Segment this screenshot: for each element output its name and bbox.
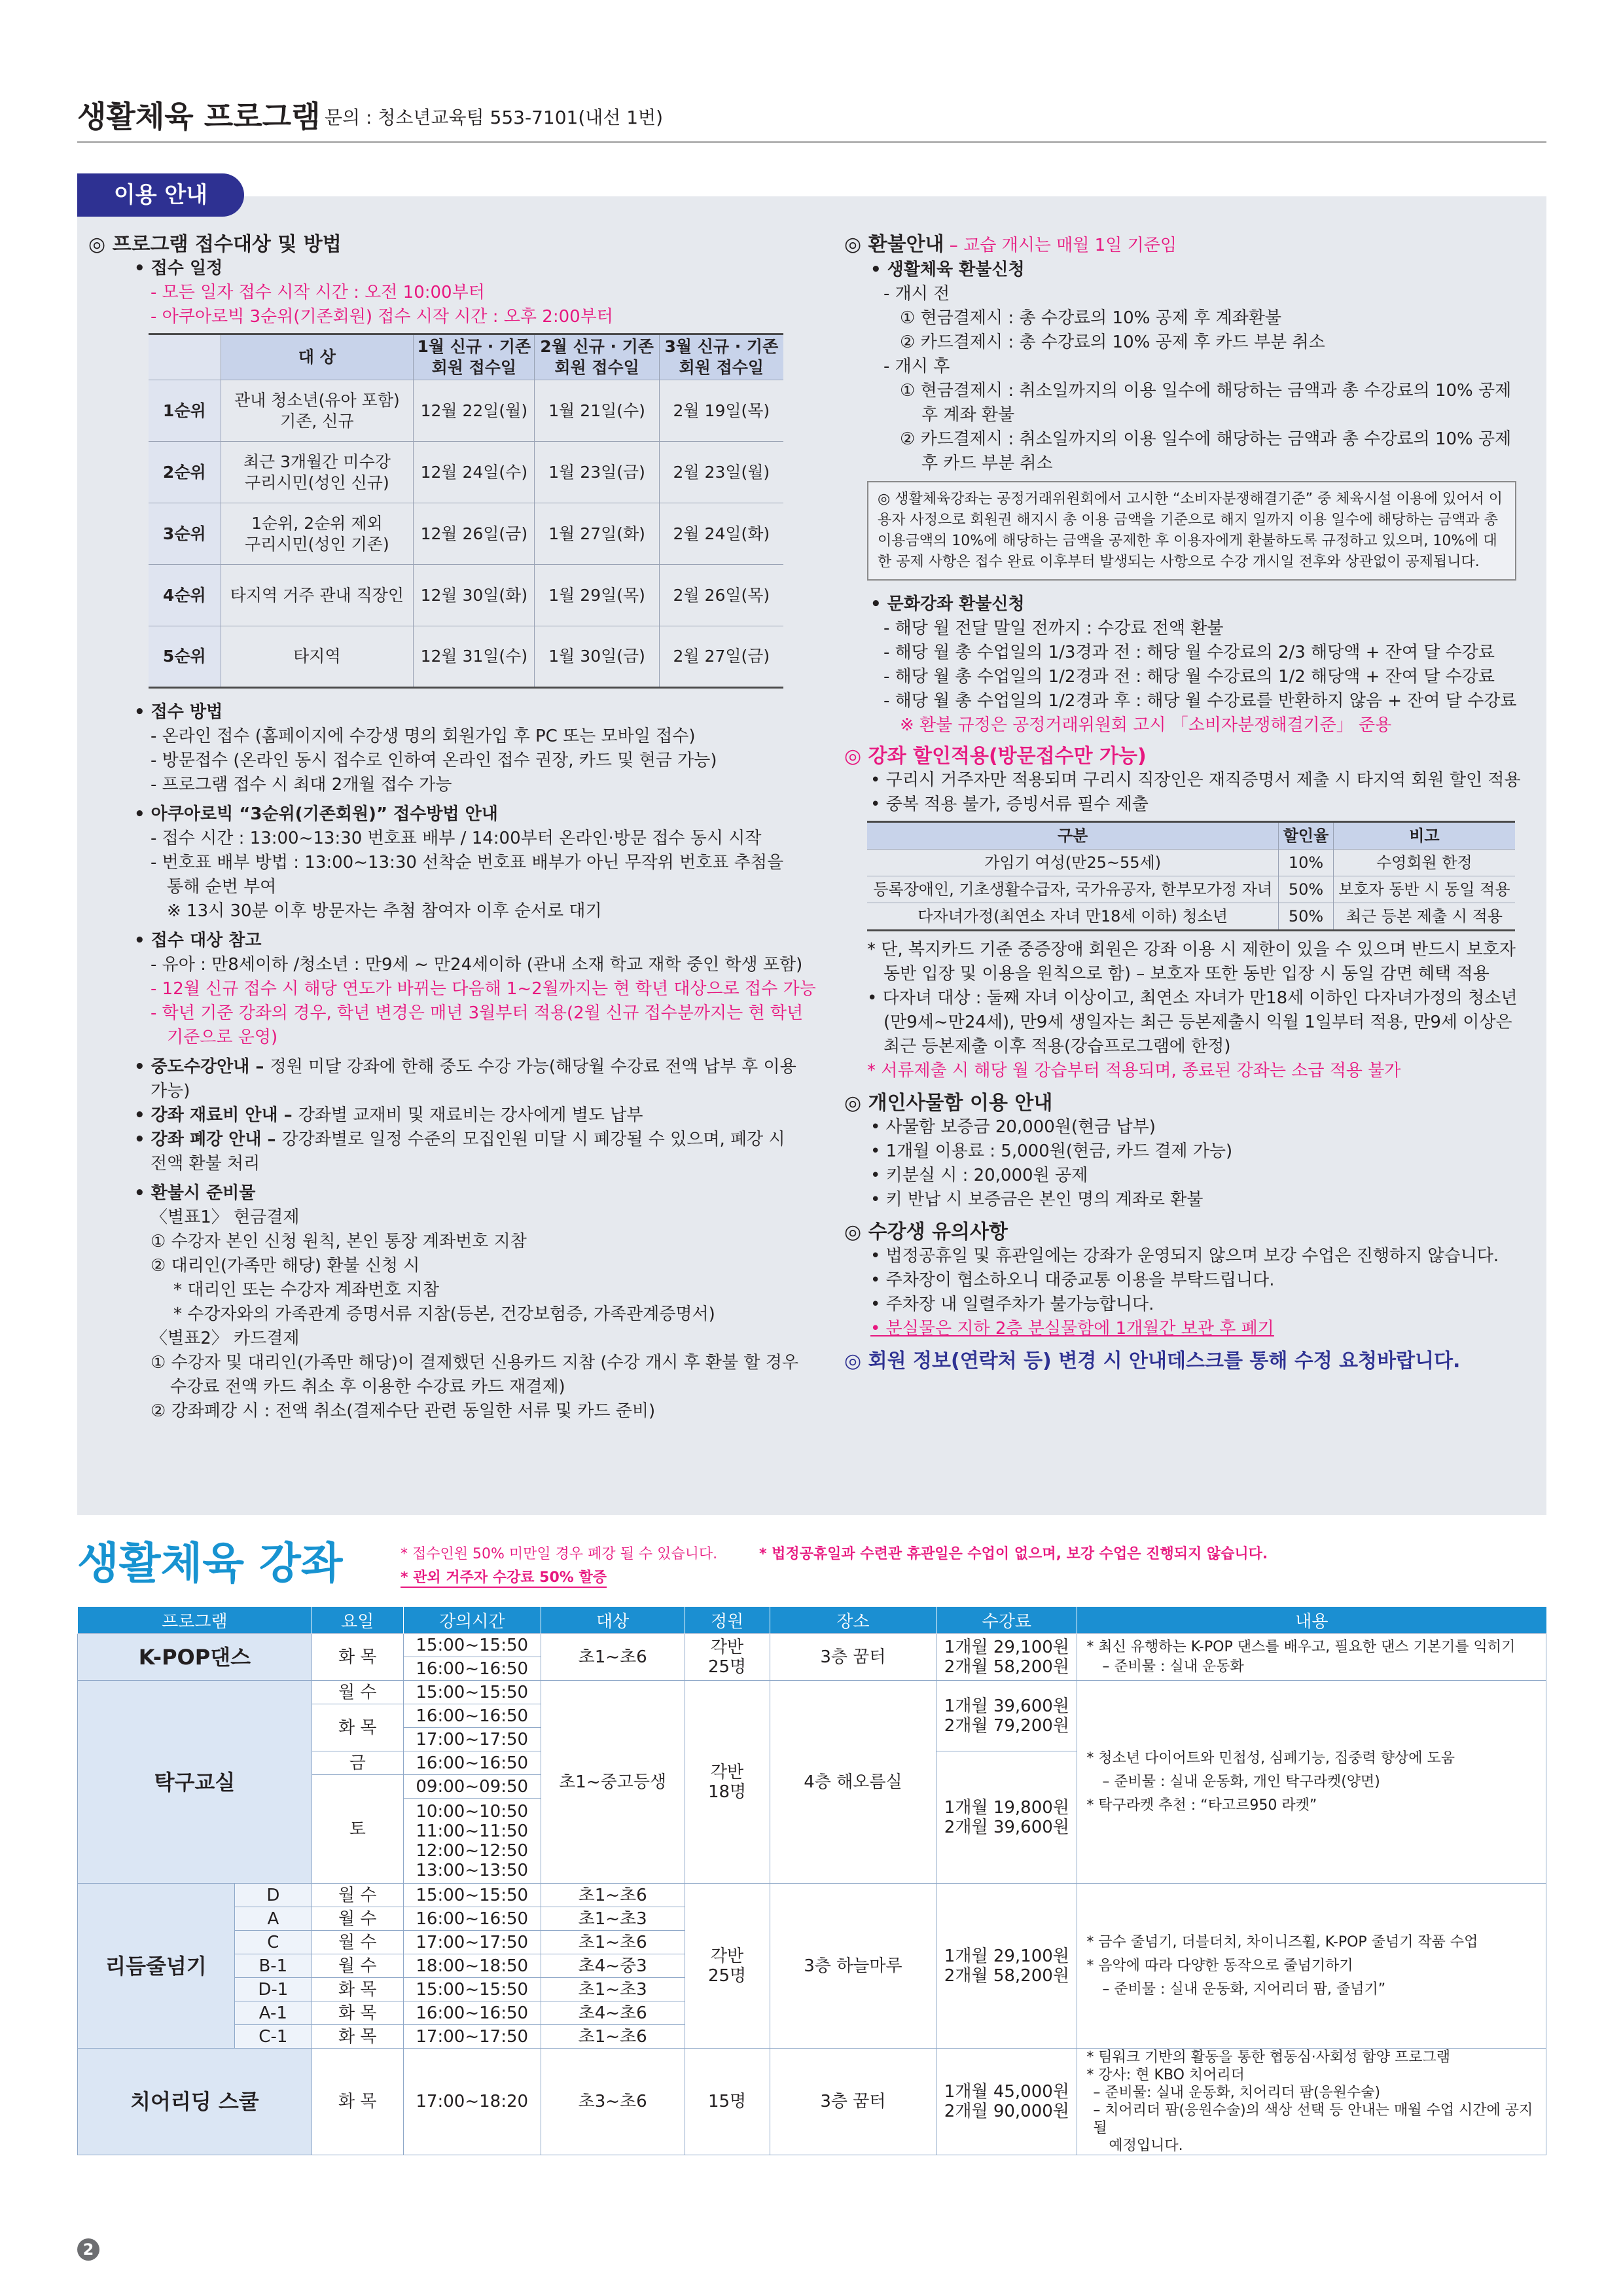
label-bold: • 강좌 재료비 안내 – — [134, 1105, 298, 1125]
text-line: * 대리인 또는 수강자 계좌번호 지참 — [173, 1280, 439, 1300]
date-cell: 1월 27일(화) — [535, 503, 659, 565]
text-line: • 키 반납 시 보증금은 본인 명의 계좌로 환불 — [870, 1190, 1204, 1210]
target-cell: 초1~초6 — [541, 2025, 685, 2049]
material-line — [88, 1103, 782, 1128]
cell: 다자녀가정(최연소 자녀 만18세 이하) 청소년 — [867, 903, 1279, 931]
left-column — [88, 232, 816, 1424]
cell: 가임기 여성(만25~55세) — [867, 850, 1279, 876]
class-cell: C — [234, 1931, 312, 1954]
capacity-line: 각반 — [710, 1946, 744, 1966]
text-line: ② 대리인(가족만 해당) 환불 신청 시 — [151, 1256, 420, 1276]
content-line: * 최신 유행하는 K-POP 댄스를 배우고, 필요한 댄스 기본기를 익히기 — [1086, 1638, 1516, 1655]
text-line: • 주차장이 협소하오니 대중교통 이용을 부탁드립니다. — [870, 1270, 1275, 1290]
time-cell — [403, 1799, 541, 1884]
text-line: • 1개월 이용료 : 5,000원(현금, 카드 결제 가능) — [870, 1141, 1233, 1161]
text-line: - 접수 시간 : 13:00~13:30 번호표 배부 / 14:00부터 온라인·방문 접수 동시 시작 — [151, 829, 762, 848]
capacity-cell — [685, 1634, 770, 1681]
content-line: – 준비물 : 실내 운동화, 지어리더 팜, 줄넘기” — [1102, 1981, 1386, 1998]
program-name: 치어리딩 스쿨 — [78, 2049, 312, 2155]
day-cell: 금 — [312, 1751, 403, 1775]
fee-cell — [936, 1751, 1077, 1884]
time-cell: 17:00~17:50 — [403, 2025, 541, 2049]
date-cell: 12월 24일(수) — [414, 442, 535, 503]
course-note: * 접수인원 50% 미만일 경우 폐강 될 수 있습니다. — [401, 1546, 718, 1562]
table-header: 1월 신규 · 기존 회원 접수일 — [414, 334, 535, 380]
legal-note-box: ◎ 생활체육강좌는 공정거래위원회에서 고시한 “소비자분쟁해결기준” 중 체육시설 이용에 있어서 이용자 사정으로 회원권 해지시 총 이용 금액을 기준으로 해지 일까지 이용 일수에 해당하는 금액과 총 이용금액의 10%에 해당하는 금액을 공제한 후 이용자에게 환불하도록 규정하고 있으며, 10%에 대한 공제 사항은 접수 완료 이후부터 발생되는 사항으로 수강 개시일 전후와 상관없이 공제됩니다. — [867, 481, 1516, 581]
text-line: • 분실물은 지하 2층 분실물함에 1개월간 보관 후 폐기 — [870, 1319, 1274, 1338]
text-line: ※ 13시 30분 이후 방문자는 추첨 참여자 이후 순서로 대기 — [167, 901, 602, 921]
text-line: ① 수강자 본인 신청 원칙, 본인 통장 계좌번호 지참 — [151, 1232, 527, 1251]
text-line: 통해 순번 부여 — [167, 877, 277, 897]
table-row — [149, 442, 783, 503]
program-name: K-POP댄스 — [78, 1634, 312, 1681]
table-header: 정원 — [685, 1607, 770, 1634]
cell: 50% — [1279, 876, 1333, 903]
text-line: 〈별표2〉 카드결제 — [151, 1329, 300, 1348]
target-cell: 타지역 — [221, 626, 414, 688]
closure-line — [88, 1128, 785, 1152]
day-cell: 화 목 — [312, 2025, 403, 2049]
time-cell: 16:00~16:50 — [403, 1751, 541, 1775]
text-line: - 해당 월 총 수업일의 1/2경과 전 : 해당 월 수강료의 1/2 해당액 + 잔여 달 수강료 — [883, 667, 1495, 687]
text-line: 최근 등본제출 이후 적용(강습프로그램에 한정) — [883, 1037, 1231, 1056]
date-cell: 1월 21일(수) — [535, 380, 659, 442]
target-cell: 초3~초6 — [541, 2049, 685, 2155]
table-row — [78, 1681, 1546, 1704]
table-row — [867, 876, 1515, 903]
text-line: 전액 환불 처리 — [151, 1154, 260, 1174]
fee-cell — [936, 2049, 1077, 2155]
time-cell: 09:00~09:50 — [403, 1775, 541, 1799]
text-line: - 개시 후 — [883, 357, 950, 376]
table-row — [867, 850, 1515, 876]
day-cell: 화 목 — [312, 2049, 403, 2155]
cell: 수영회원 한정 — [1333, 850, 1515, 876]
text-line: - 방문접수 (온라인 동시 접수로 인하여 온라인 접수 권장, 카드 및 현금 가능) — [151, 751, 717, 770]
day-cell: 화 목 — [312, 1978, 403, 2001]
text-span: 강강좌별로 일정 수준의 모집인원 미달 시 폐강될 수 있으며, 폐강 시 — [281, 1130, 785, 1149]
text-line: - 모든 일자 접수 시작 시간 : 오전 10:00부터 — [151, 283, 485, 302]
text-line: • 구리시 거주자만 적용되며 구리시 직장인은 재직증명서 제출 시 타지역 회원 할인 적용 — [870, 770, 1521, 790]
fee-line: 2개월 58,200원 — [944, 1965, 1069, 1986]
fee-line: 2개월 79,200원 — [944, 1715, 1069, 1736]
date-cell: 12월 30일(화) — [414, 565, 535, 626]
subheading: • 접수 일정 — [134, 259, 223, 278]
text-line: ① 수강자 및 대리인(가족만 해당)이 결제했던 신용카드 지참 (수강 개시 후 환불 할 경우 — [151, 1353, 799, 1372]
time-cell: 16:00~16:50 — [403, 1657, 541, 1681]
courses-title: 생활체육 강좌 — [77, 1538, 343, 1588]
text-line: ② 카드결제시 : 취소일까지의 이용 일수에 해당하는 금액과 총 수강료의 10% 공제 — [900, 429, 1512, 449]
text-line: - 12월 신규 접수 시 해당 연도가 바뀌는 다음해 1~2월까지는 현 학년 대상으로 접수 가능 — [151, 979, 816, 999]
time-cell: 17:00~17:50 — [403, 1728, 541, 1751]
table-header: 대 상 — [221, 334, 414, 380]
text-line: - 번호표 배부 방법 : 13:00~13:30 선착순 번호표 배부가 아닌 무작위 번호표 추첨을 — [151, 853, 784, 872]
table-header: 대상 — [541, 1607, 685, 1634]
target-cell: 초1~초6 — [541, 1931, 685, 1954]
text-line: • 사물함 보증금 20,000원(현금 납부) — [870, 1117, 1156, 1137]
text-line: (만9세~만24세), 만9세 생일자는 최근 등본제출시 익월 1일부터 적용, 만9세 이상은 — [883, 1013, 1512, 1032]
day-cell: 토 — [312, 1775, 403, 1884]
time-cell: 15:00~15:50 — [403, 1884, 541, 1907]
text-line: • 다자녀 대상 : 둘째 자녀 이상이고, 최연소 자녀가 만18세 이하인 다자녀가정의 청소년 — [867, 988, 1518, 1008]
content-line: – 준비물 : 실내 운동화 — [1102, 1658, 1244, 1675]
date-cell: 2월 26일(목) — [659, 565, 783, 626]
text-line: • 키분실 시 : 20,000원 공제 — [870, 1166, 1088, 1185]
text-line: • 중복 적용 불가, 증빙서류 필수 제출 — [870, 795, 1149, 814]
subheading: • 문화강좌 환불신청 — [870, 594, 1025, 614]
table-header: 수강료 — [936, 1607, 1077, 1634]
content-cell — [1077, 2049, 1546, 2155]
contact-info: 문의 : 청소년교육팀 553-7101(내선 1번) — [325, 107, 664, 128]
text-line: 후 계좌 환불 — [921, 405, 1015, 425]
fee-cell — [936, 1634, 1077, 1681]
program-name: 리듬줄넘기 — [78, 1884, 235, 2049]
table-row — [149, 380, 783, 442]
text-line: - 해당 월 총 수업일의 1/2경과 후 : 해당 월 수강료를 반환하지 않음 + 잔여 달 수강료 — [883, 691, 1517, 711]
label-bold: • 강좌 폐강 안내 – — [134, 1130, 282, 1149]
fee-line: 2개월 90,000원 — [944, 2102, 1069, 2121]
target-cell: 초1~초3 — [541, 1907, 685, 1931]
target-cell: 최근 3개월간 미수강 구리시민(성인 신규) — [221, 442, 414, 503]
refund-title-line — [844, 232, 1538, 258]
text-line: 동반 입장 및 이용을 원칙으로 함) – 보호자 또한 동반 입장 시 동일 감면 혜택 적용 — [883, 964, 1489, 984]
right-column — [844, 232, 1538, 1373]
course-note: * 관외 거주자 수강료 50% 할증 — [401, 1566, 607, 1588]
info-tab: 이용 안내 — [77, 173, 244, 217]
text-line: - 프로그램 접수 시 최대 2개월 접수 가능 — [151, 775, 452, 795]
table-row — [149, 565, 783, 626]
time-cell: 17:00~17:50 — [403, 1931, 541, 1954]
content-cell — [1077, 1681, 1546, 1884]
text-line: ① 현금결제시 : 총 수강료의 10% 공제 후 계좌환불 — [900, 308, 1281, 328]
time-line: 10:00~10:50 — [416, 1801, 529, 1821]
date-cell: 1월 23일(금) — [535, 442, 659, 503]
target-cell: 초1~중고등생 — [541, 1681, 685, 1884]
page-title: 생활체육 프로그램 — [77, 99, 321, 134]
capacity-line: 25명 — [707, 1657, 747, 1677]
date-cell: 12월 31일(수) — [414, 626, 535, 688]
day-cell: 화 목 — [312, 1704, 403, 1751]
cell: 50% — [1279, 903, 1333, 931]
capacity-line: 18명 — [707, 1782, 747, 1802]
date-cell: 2월 27일(금) — [659, 626, 783, 688]
target-cell: 초1~초6 — [541, 1884, 685, 1907]
place-cell: 3층 꿈터 — [770, 1634, 936, 1681]
capacity-cell — [685, 1681, 770, 1884]
course-table — [77, 1607, 1546, 2155]
refund-subtitle: – 교습 개시는 매월 1일 기준임 — [944, 236, 1177, 255]
fee-line: 1개월 39,600원 — [944, 1696, 1069, 1716]
section-title-discount: ◎ 강좌 할인적용(방문접수만 가능) — [844, 745, 1147, 768]
place-cell: 3층 하늘마루 — [770, 1884, 936, 2049]
text-line: - 해당 월 전달 말일 전까지 : 수강료 전액 환불 — [883, 619, 1224, 638]
target-cell: 초1~초3 — [541, 1978, 685, 2001]
class-cell: B-1 — [234, 1954, 312, 1978]
text-line: * 단, 복지카드 기준 중증장애 회원은 강좌 이용 시 제한이 있을 수 있으며 반드시 보호자 — [867, 940, 1516, 960]
section-title-locker: ◎ 개인사물함 이용 안내 — [844, 1092, 1053, 1115]
content-cell — [1077, 1884, 1546, 2049]
discount-table — [867, 821, 1515, 931]
target-cell: 초4~초6 — [541, 2001, 685, 2025]
rank-cell: 1순위 — [149, 380, 221, 442]
content-line: * 음악에 따라 다양한 동작으로 줄넘기하기 — [1086, 1957, 1353, 1974]
fee-line: 1개월 29,100원 — [944, 1637, 1069, 1657]
date-cell: 12월 22일(월) — [414, 380, 535, 442]
place-cell: 4층 해오름실 — [770, 1681, 936, 1884]
table-row — [78, 1884, 1546, 1907]
rank-cell: 2순위 — [149, 442, 221, 503]
text-line: - 개시 전 — [883, 284, 950, 304]
time-cell: 16:00~16:50 — [403, 2001, 541, 2025]
target-cell: 타지역 거주 관내 직장인 — [221, 565, 414, 626]
text-line: • 주차장 내 일렬주차가 불가능합니다. — [870, 1295, 1154, 1314]
text-line: ② 강좌폐강 시 : 전액 취소(결제수단 관련 동일한 서류 및 카드 준비) — [151, 1401, 656, 1421]
table-header: 3월 신규 · 기존 회원 접수일 — [659, 334, 783, 380]
cell: 보호자 동반 시 동일 적용 — [1333, 876, 1515, 903]
text-line: - 아쿠아로빅 3순위(기존회원) 접수 시작 시간 : 오후 2:00부터 — [151, 307, 613, 327]
day-cell: 월 수 — [312, 1884, 403, 1907]
class-cell: D-1 — [234, 1978, 312, 2001]
text-line: - 유아 : 만8세이하 /청소년 : 만9세 ~ 만24세이하 (관내 소재 학교 재학 중인 학생 포함) — [151, 955, 803, 975]
page-number: 2 — [77, 2238, 99, 2261]
time-cell: 17:00~18:20 — [403, 2049, 541, 2155]
time-cell: 16:00~16:50 — [403, 1704, 541, 1728]
target-cell: 관내 청소년(유아 포함) 기존, 신규 — [221, 380, 414, 442]
text-line: - 학년 기준 강좌의 경우, 학년 변경은 매년 3월부터 적용(2월 신규 접수분까지는 현 학년 — [151, 1003, 804, 1023]
content-line: – 치어리더 팜(응원수술)의 색상 선택 등 안내는 매월 수업 시간에 공지될 — [1093, 2102, 1533, 2136]
text-line: ※ 환불 규정은 공정거래위원회 고시 「소비자분쟁해결기준」 준용 — [900, 715, 1392, 735]
target-cell: 초4~중3 — [541, 1954, 685, 1978]
content-line: * 청소년 다이어트와 민첩성, 심폐기능, 집중력 향상에 도움 — [1086, 1749, 1455, 1767]
table-header: 장소 — [770, 1607, 936, 1634]
page-header — [77, 90, 1546, 143]
date-cell: 12월 26일(금) — [414, 503, 535, 565]
table-header: 프로그램 — [78, 1607, 312, 1634]
table-header: 2월 신규 · 기존 회원 접수일 — [535, 334, 659, 380]
target-cell: 초1~초6 — [541, 1634, 685, 1681]
date-cell: 2월 23일(월) — [659, 442, 783, 503]
class-cell: A-1 — [234, 2001, 312, 2025]
midterm-line — [88, 1055, 796, 1079]
content-cell — [1077, 1634, 1546, 1681]
day-cell: 월 수 — [312, 1681, 403, 1704]
day-cell: 월 수 — [312, 1931, 403, 1954]
time-cell: 16:00~16:50 — [403, 1907, 541, 1931]
time-line: 15:00~15:50 — [416, 1682, 529, 1702]
table-row — [149, 626, 783, 688]
text-line: 수강료 전액 카드 취소 후 이용한 수강료 카드 재결제) — [170, 1377, 565, 1397]
time-cell: 18:00~18:50 — [403, 1954, 541, 1978]
text-line: - 온라인 접수 (홈페이지에 수강생 명의 회원가입 후 PC 또는 모바일 접수) — [151, 726, 696, 746]
table-header: 내용 — [1077, 1607, 1546, 1634]
section-title-cautions: ◎ 수강생 유의사항 — [844, 1221, 1008, 1244]
class-cell: C-1 — [234, 2025, 312, 2049]
subheading: • 환불시 준비물 — [134, 1183, 256, 1203]
text-line: 후 카드 부분 취소 — [921, 454, 1053, 473]
text-line: ① 현금결제시 : 취소일까지의 이용 일수에 해당하는 금액과 총 수강료의 10% 공제 — [900, 381, 1512, 401]
section-title-registration: ◎ 프로그램 접수대상 및 방법 — [88, 233, 342, 256]
content-line: * 탁구라켓 추천 : “타고르950 라켓” — [1086, 1797, 1317, 1814]
time-line: 13:00~13:50 — [416, 1860, 529, 1880]
table-row — [78, 2049, 1546, 2155]
content-line: * 금수 줄넘기, 더블더치, 차이니즈휠, K-POP 줄넘기 작품 수업 — [1086, 1933, 1478, 1950]
day-cell: 화 목 — [312, 2001, 403, 2025]
content-line: * 강사: 현 KBO 치어리더 — [1086, 2067, 1245, 2083]
table-header: 비고 — [1333, 822, 1515, 850]
cell: 10% — [1279, 850, 1333, 876]
schedule-table — [149, 333, 783, 689]
table-header: 강의시간 — [403, 1607, 541, 1634]
date-cell: 1월 29일(목) — [535, 565, 659, 626]
fee-line: 1개월 45,000원 — [944, 2082, 1069, 2102]
day-cell: 화 목 — [312, 1634, 403, 1681]
cell: 최근 등본 제출 시 적용 — [1333, 903, 1515, 931]
fee-line: 2개월 58,200원 — [944, 1657, 1069, 1677]
class-cell: A — [234, 1907, 312, 1931]
program-name: 탁구교실 — [78, 1681, 312, 1884]
fee-line: 2개월 39,600원 — [944, 1817, 1069, 1837]
fee-cell — [936, 1681, 1077, 1751]
text-line: 가능) — [151, 1081, 190, 1101]
fee-line: 1개월 19,800원 — [944, 1797, 1069, 1818]
course-note: * 법정공휴일과 수련관 휴관일은 수업이 없으며, 보강 수업은 진행되지 않습니다. — [759, 1546, 1268, 1562]
content-line: – 준비물 : 실내 운동화, 개인 탁구라켓(양면) — [1102, 1773, 1380, 1790]
class-cell: D — [234, 1884, 312, 1907]
text-line: * 서류제출 시 해당 월 강습부터 적용되며, 종료된 강좌는 소급 적용 불가 — [867, 1061, 1401, 1081]
time-line: 12:00~12:50 — [416, 1840, 529, 1861]
text-line: ② 카드결제시 : 총 수강료의 10% 공제 후 카드 부분 취소 — [900, 332, 1325, 352]
time-cell: 15:00~15:50 — [403, 1634, 541, 1657]
capacity-cell: 15명 — [685, 2049, 770, 2155]
target-cell: 1순위, 2순위 제외 구리시민(성인 기존) — [221, 503, 414, 565]
capacity-line: 각반 — [710, 1762, 744, 1782]
subheading: • 생활체육 환불신청 — [870, 260, 1025, 279]
day-cell: 월 수 — [312, 1907, 403, 1931]
day-cell: 월 수 — [312, 1954, 403, 1978]
label-bold: • 중도수강안내 – — [134, 1057, 270, 1077]
rank-cell: 5순위 — [149, 626, 221, 688]
capacity-line: 25명 — [707, 1965, 747, 1986]
subheading: • 접수 대상 참고 — [134, 931, 262, 950]
fee-line: 1개월 29,100원 — [944, 1946, 1069, 1966]
table-header: 요일 — [312, 1607, 403, 1634]
table-header — [149, 334, 221, 380]
place-cell: 3층 꿈터 — [770, 2049, 936, 2155]
table-header: 할인율 — [1279, 822, 1333, 850]
text-line: 기준으로 운영) — [167, 1028, 278, 1047]
content-line: 예정입니다. — [1109, 2138, 1183, 2154]
time-line: 11:00~11:50 — [416, 1821, 529, 1841]
rank-cell: 3순위 — [149, 503, 221, 565]
text-span: 정원 미달 강좌에 한해 중도 수강 가능(해당월 수강료 전액 납부 후 이용 — [270, 1057, 796, 1077]
text-span: 강좌별 교재비 및 재료비는 강사에게 별도 납부 — [298, 1105, 643, 1125]
subheading: • 아쿠아로빅 “3순위(기존회원)” 접수방법 안내 — [134, 804, 498, 824]
section-title-refund: ◎ 환불안내 — [844, 233, 944, 256]
content-line: – 준비물: 실내 운동화, 치어리더 팜(응원수술) — [1093, 2085, 1381, 2101]
content-line: * 팀워크 기반의 활동을 통한 협동심·사회성 함양 프로그램 — [1086, 2049, 1451, 2066]
time-cell: 15:00~15:50 — [403, 1978, 541, 2001]
subheading: • 접수 방법 — [134, 702, 223, 722]
fee-cell — [936, 1884, 1077, 2049]
table-row — [78, 1634, 1546, 1657]
contact-update-notice: ◎ 회원 정보(연락처 등) 변경 시 안내데스크를 통해 수정 요청바랍니다. — [844, 1350, 1461, 1372]
rank-cell: 4순위 — [149, 565, 221, 626]
text-line: • 법정공휴일 및 휴관일에는 강좌가 운영되지 않으며 보강 수업은 진행하지 않습니다. — [870, 1246, 1499, 1266]
text-line: - 해당 월 총 수업일의 1/3경과 전 : 해당 월 수강료의 2/3 해당액 + 잔여 달 수강료 — [883, 643, 1495, 662]
date-cell: 2월 24일(화) — [659, 503, 783, 565]
capacity-line: 각반 — [710, 1637, 744, 1657]
time-cell — [403, 1681, 541, 1704]
table-header: 구분 — [867, 822, 1279, 850]
capacity-cell — [685, 1884, 770, 2049]
table-row — [867, 903, 1515, 931]
date-cell: 1월 30일(금) — [535, 626, 659, 688]
date-cell: 2월 19일(목) — [659, 380, 783, 442]
text-line: * 수강자와의 가족관계 증명서류 지참(등본, 건강보험증, 가족관계증명서) — [173, 1304, 715, 1324]
table-row — [149, 503, 783, 565]
cell: 등록장애인, 기초생활수급자, 국가유공자, 한부모가정 자녀 — [867, 876, 1279, 903]
text-line: 〈별표1〉 현금결제 — [151, 1208, 300, 1227]
